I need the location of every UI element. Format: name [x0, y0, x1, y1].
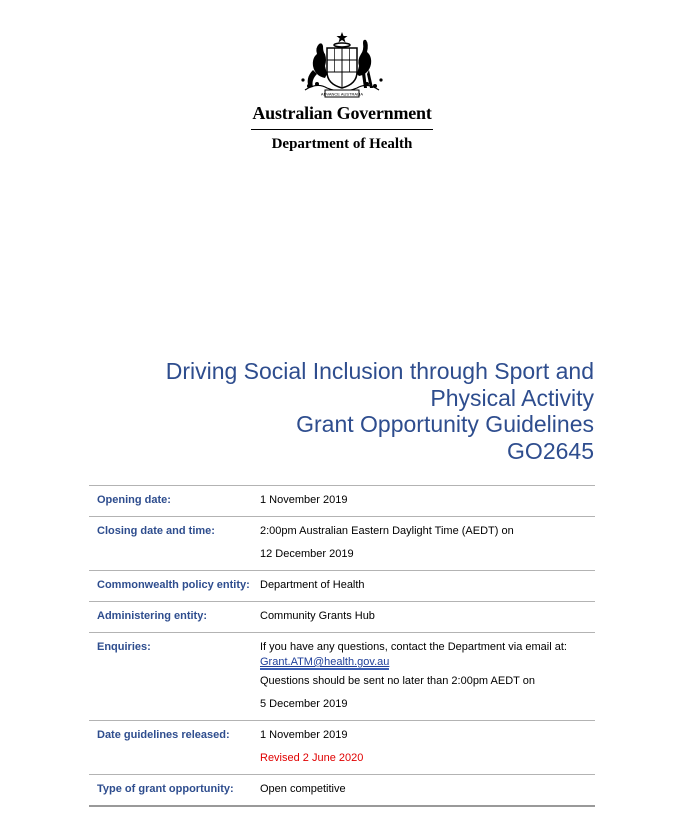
opening-date-value: 1 November 2019 — [260, 494, 348, 506]
policy-entity-label: Commonwealth policy entity: — [97, 579, 250, 591]
table-row — [89, 775, 595, 807]
opening-date-label: Opening date: — [89, 486, 252, 517]
revised-date-value: Revised 2 June 2020 — [260, 752, 364, 764]
table-row — [89, 486, 595, 517]
release-date-label: Date guidelines released: — [89, 721, 252, 775]
title-line-4: GO2645 — [507, 437, 594, 464]
title-line-1: Driving Social Inclusion through Sport and — [165, 358, 594, 384]
logo-divider — [251, 129, 433, 130]
title-line-3: Grant Opportunity Guidelines — [296, 411, 594, 437]
crest-motto: ADVANCE AUSTRALIA — [320, 91, 364, 97]
enquiries-label: Enquiries: — [89, 633, 252, 721]
enquiries-deadline-date: 5 December 2019 — [260, 698, 348, 710]
table-row — [89, 721, 595, 775]
enquiries-deadline-text: Questions should be sent no later than 2:00pm AEDT on — [260, 675, 535, 687]
title-line-2: Physical Activity — [430, 384, 594, 411]
release-date-value: 1 November 2019 — [260, 729, 348, 741]
key-dates-table — [89, 485, 595, 807]
government-logo — [249, 30, 435, 153]
coat-of-arms-icon — [287, 30, 397, 102]
table-row — [89, 571, 595, 602]
closing-date-label: Closing date and time: — [89, 517, 252, 571]
table-row — [89, 517, 595, 571]
government-name: Australian Government — [252, 103, 432, 123]
table-row — [89, 633, 595, 721]
table-row — [89, 602, 595, 633]
document-title — [166, 358, 594, 464]
administering-entity-value: Community Grants Hub — [252, 602, 595, 633]
enquiries-email-link[interactable]: Grant.ATM@health.gov.au — [260, 656, 390, 668]
enquiries-text: If you have any questions, contact the Department via email at: Grant.ATM@health.gov.au — [260, 641, 567, 668]
policy-entity-value: Department of Health — [252, 571, 595, 602]
grant-type-label: Type of grant opportunity: — [89, 775, 252, 807]
closing-time-value: 2:00pm Australian Eastern Daylight Time (AEDT) on — [260, 525, 514, 537]
department-name: Department of Health — [271, 136, 413, 152]
closing-date-value: 12 December 2019 — [260, 548, 354, 560]
administering-entity-label: Administering entity: — [97, 610, 208, 622]
grant-type-value: Open competitive — [260, 783, 346, 795]
